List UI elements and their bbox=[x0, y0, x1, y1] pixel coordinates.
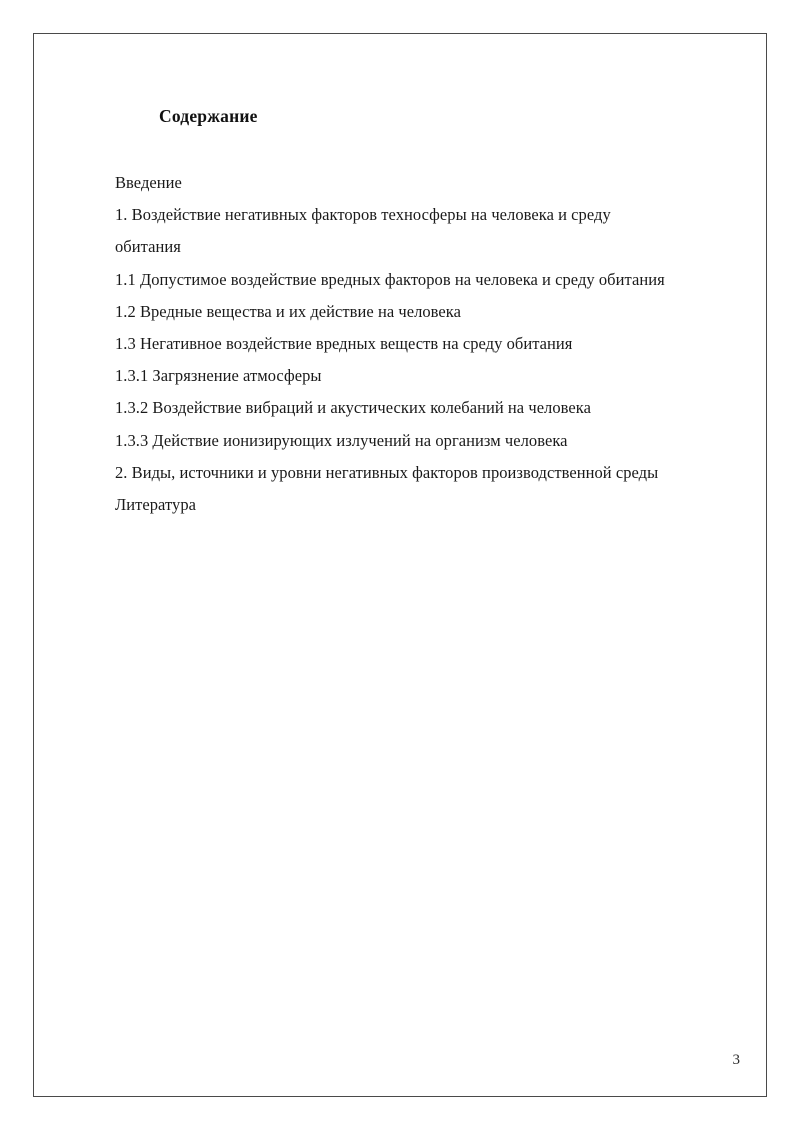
toc-entry: Литература bbox=[115, 495, 197, 515]
toc-entry: 1.3.1 Загрязнение атмосферы bbox=[115, 366, 322, 386]
toc-entry: 1. Воздействие негативных факторов техносферы на человека и среду bbox=[115, 205, 611, 225]
toc-entry-continuation: обитания bbox=[115, 237, 181, 257]
page-title: Содержание bbox=[159, 106, 258, 126]
toc-entry: 1.3.2 Воздействие вибраций и акустических колебаний на человека bbox=[115, 398, 591, 418]
toc-entry: 1.3.3 Действие ионизирующих излучений на организм человека bbox=[115, 430, 568, 450]
toc-entry: 1.1 Допустимое воздействие вредных факторов на человека и среду обитания bbox=[115, 269, 665, 289]
toc-entry: 1.3 Негативное воздействие вредных веществ на среду обитания bbox=[115, 334, 573, 354]
page-border-frame bbox=[33, 33, 767, 1097]
toc-entry: 1.2 Вредные вещества и их действие на человека bbox=[115, 301, 461, 321]
toc-entry: Введение bbox=[115, 173, 182, 192]
page-number: 3 bbox=[732, 1052, 740, 1068]
table-of-contents bbox=[115, 167, 745, 521]
toc-entry: 2. Виды, источники и уровни негативных факторов производственной среды bbox=[115, 462, 659, 482]
